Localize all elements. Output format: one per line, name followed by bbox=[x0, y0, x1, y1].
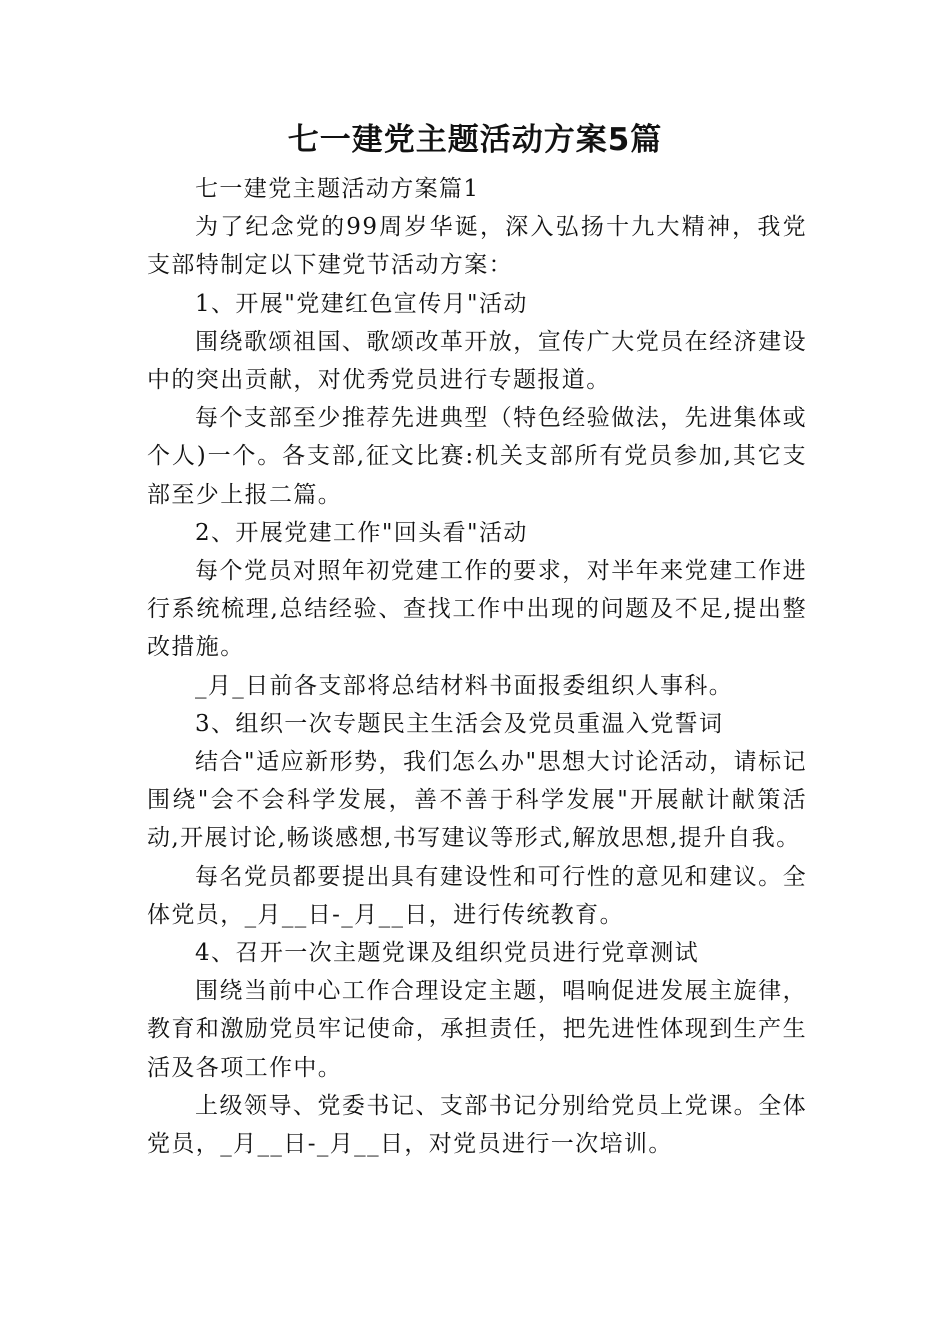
body-paragraph: 每个支部至少推荐先进典型（特色经验做法，先进集体或个人)一个。各支部,征文比赛:机关支部所有党员参加,其它支部至少上报二篇。 bbox=[147, 405, 807, 508]
item-heading: 3、组织一次专题民主生活会及党员重温入党誓词 bbox=[195, 710, 724, 737]
body-paragraph: 围绕歌颂祖国、歌颂改革开放，宣传广大党员在经济建设中的突出贡献，对优秀党员进行专题报道。 bbox=[147, 328, 807, 394]
body-paragraph: 围绕当前中心工作合理设定主题，唱响促进发展主旋律，教育和激励党员牢记使命，承担责任，把先进性体现到生产生活及各项工作中。 bbox=[147, 978, 807, 1081]
item-heading: 4、召开一次主题党课及组织党员进行党章测试 bbox=[195, 940, 700, 967]
body-paragraph: 为了纪念党的99周岁华诞，深入弘扬十九大精神，我党支部特制定以下建党节活动方案： bbox=[147, 214, 807, 279]
body-paragraph: 上级领导、党委书记、支部书记分别给党员上党课。全体党员，_月__日-_月__日，对党员进行一次培训。 bbox=[147, 1092, 807, 1158]
item-heading: 1、开展"党建红色宣传月"活动 bbox=[195, 290, 528, 317]
section-heading: 七一建党主题活动方案篇1 bbox=[195, 176, 480, 202]
item-heading: 2、开展党建工作"回头看"活动 bbox=[195, 519, 528, 546]
document-title: 七一建党主题活动方案5篇 bbox=[287, 122, 663, 158]
body-paragraph: 每名党员都要提出具有建设性和可行性的意见和建议。全体党员，_月__日-_月__日，进行传统教育。 bbox=[147, 863, 807, 928]
body-paragraph: 每个党员对照年初党建工作的要求，对半年来党建工作进行系统梳理,总结经验、查找工作中出现的问题及不足,提出整改措施。 bbox=[147, 558, 807, 661]
body-paragraph: 结合"适应新形势，我们怎么办"思想大讨论活动，请标记围绕"会不会科学发展，善不善于科学发展"开展献计献策活动,开展讨论,畅谈感想,书写建议等形式,解放思想,提升自我。 bbox=[147, 749, 807, 852]
body-paragraph: _月_日前各支部将总结材料书面报委组织人事科。 bbox=[195, 672, 734, 699]
document-body bbox=[147, 170, 807, 1163]
